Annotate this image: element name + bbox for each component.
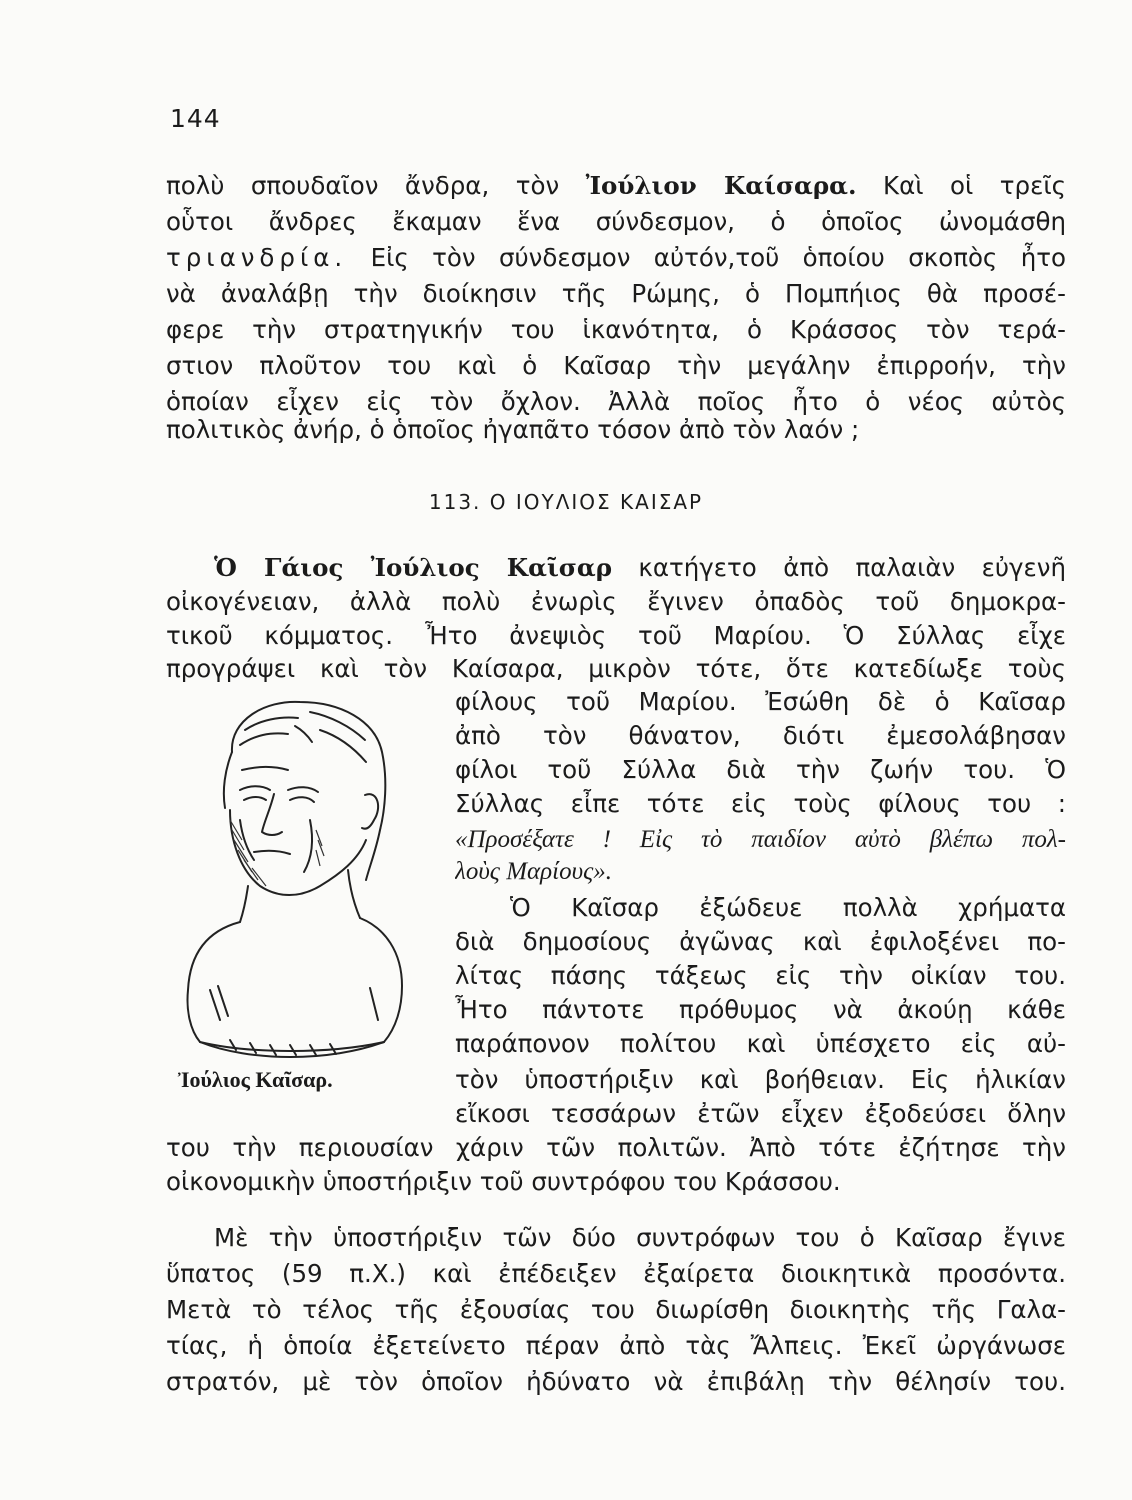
text-line: στιον πλοῦτον του καὶ ὁ Καῖσαρ τὴν μεγάλην ἐπιρροήν, τὴν [166,351,1066,380]
name-bold: Ὁ Γάιος Ἰούλιος Καῖσαρ [214,553,613,582]
text-line: οὗτοι ἄνδρες ἔκαμαν ἕνα σύνδεσμον, ὁ ὁποῖος ὠνομάσθη [166,207,1066,236]
text-line: προγράψει καὶ τὸν Καίσαρα, μικρὸν τότε, ὅτε κατεδίωξε τοὺς [166,654,1066,683]
text-line: Μὲ τὴν ὑποστήριξιν τῶν δύο συντρόφων του ὁ Καῖσαρ ἔγινε [214,1223,1066,1252]
text-line: φερε τὴν στρατηγικήν του ἱκανότητα, ὁ Κράσσος τὸν τερά- [166,315,1066,344]
text-line: οἰκονομικὴν ὑποστήριξιν τοῦ συντρόφου του Κράσσου. [166,1167,841,1196]
text-span: Εἰς τὸν σύνδεσμον αὐτόν,τοῦ ὁποίου σκοπὸς ἦτο [347,243,1066,272]
text-span: κατήγετο ἀπὸ παλαιὰν εὐγενῆ [612,553,1066,582]
text-line: στρατόν, μὲ τὸν ὁποῖον ἠδύνατο νὰ ἐπιβάλῃ τὴν θέλησίν του. [166,1367,1066,1396]
text-line: Ὁ Καῖσαρ ἐξώδευε πολλὰ χρήματα [510,893,1066,922]
text-line: του τὴν περιουσίαν χάριν τῶν πολιτῶν. Ἀπὸ τότε ἐζήτησε τὴν [166,1133,1066,1162]
text-line: Σύλλας εἶπε τότε εἰς τοὺς φίλους του : [455,789,1066,818]
text-span: πολὺ σπουδαῖον ἄνδρα, τὸν [166,171,586,200]
name-bold: Ἰούλιον Καίσαρα. [585,171,857,200]
text-line: οἰκογένειαν, ἀλλὰ πολὺ ἐνωρὶς ἔγινεν ὀπαδὸς τοῦ δημοκρα- [166,587,1066,616]
text-line: πολιτικὸς ἀνήρ, ὁ ὁποῖος ἠγαπᾶτο τόσον ἀπὸ τὸν λαόν ; [166,415,860,444]
text-line: διὰ δημοσίους ἀγῶνας καὶ ἐφιλοξένει πο- [455,927,1066,956]
text-line: ὕπατος (59 π.Χ.) καὶ ἐπέδειξεν ἐξαίρετα διοικητικὰ προσόντα. [166,1259,1066,1288]
text-line: φίλους τοῦ Μαρίου. Ἐσώθη δὲ ὁ Καῖσαρ [455,687,1066,716]
text-line [214,550,1066,586]
text-line: παράπονον πολίτου καὶ ὑπέσχετο εἰς αὐ- [455,1029,1066,1058]
text-line: τὸν ὑποστήριξιν καὶ βοήθειαν. Εἰς ἡλικίαν [455,1065,1066,1094]
quote-line: «Προσέξατε ! Εἰς τὸ παιδίον αὐτὸ βλέπω πολ- [455,826,1066,853]
text-line: φίλοι τοῦ Σύλλα διὰ τὴν ζωήν του. Ὁ [455,755,1066,784]
text-line: ὁποίαν εἶχεν εἰς τὸν ὄχλον. Ἀλλὰ ποῖος ἦτο ὁ νέος αὐτὸς [166,387,1066,416]
text-span: Καὶ οἱ τρεῖς [856,171,1066,200]
text-line: εἴκοσι τεσσάρων ἐτῶν εἶχεν ἐξοδεύσει ὅλην [455,1099,1066,1128]
text-line: λίτας πάσης τάξεως εἰς τὴν οἰκίαν του. [455,961,1066,990]
caesar-bust-illustration [170,690,410,1070]
text-line: Ἦτο πάντοτε πρόθυμος νὰ ἀκούῃ κάθε [455,995,1066,1024]
quote-line: λοὺς Μαρίους». [455,858,612,885]
text-line: τίας, ἡ ὁποία ἐξετείνετο πέραν ἀπὸ τὰς Ἄλπεις. Ἐκεῖ ὠργάνωσε [166,1331,1066,1360]
section-heading: 113. Ο ΙΟΥΛΙΟΣ ΚΑΙΣΑΡ [428,490,704,514]
spaced-term: τριανδρία. [166,243,348,272]
illustration-caption: Ἰούλιος Καῖσαρ. [178,1067,333,1092]
text-line [166,168,1066,204]
text-line: νὰ ἀναλάβῃ τὴν διοίκησιν τῆς Ρώμης, ὁ Πομπήιος θὰ προσέ- [166,279,1066,308]
text-line [166,240,1066,276]
text-line: ἀπὸ τὸν θάνατον, διότι ἐμεσολάβησαν [455,721,1066,750]
text-line: Μετὰ τὸ τέλος τῆς ἐξουσίας του διωρίσθη διοικητὴς τῆς Γαλα- [166,1295,1066,1324]
page-number: 144 [170,104,221,133]
text-line: τικοῦ κόμματος. Ἦτο ἀνεψιὸς τοῦ Μαρίου. Ὁ Σύλλας εἶχε [166,621,1066,650]
